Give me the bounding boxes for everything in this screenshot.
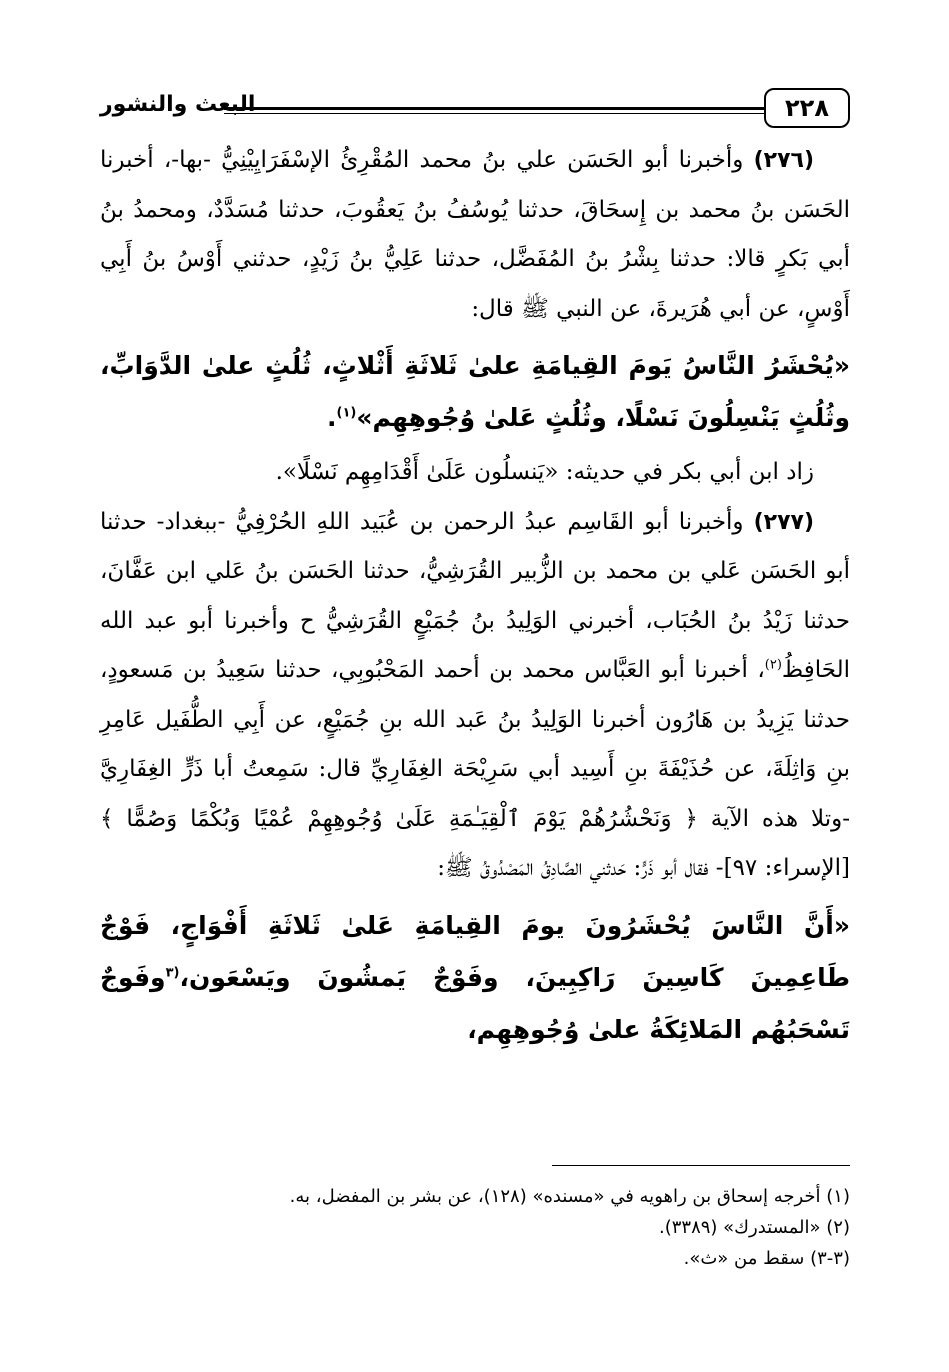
footnote-separator xyxy=(552,1165,850,1166)
main-text xyxy=(100,136,850,1060)
footnote-ref-2: (٢) xyxy=(764,657,782,673)
hadith-276-addition: زاد ابن أبي بكر في حديثه: «يَنسلُون عَلَىٰ أَقْدَامِهِم نَسْلًا». xyxy=(275,459,814,485)
page-number: ٢٢٨ xyxy=(764,88,850,128)
matn-text: «أَنَّ النَّاسَ يُحْشَرُونَ يومَ القِيامَةِ عَلىٰ ثَلاثَةِ أَفْوَاجٍ، فَوْجٌ طَاعِمِينَ كَاسِينَ رَاكِبِينَ، وفَوْجٌ يَمشُونَ ويَسْعَون، xyxy=(100,910,850,992)
footnotes xyxy=(100,1181,850,1274)
header-rule-thin xyxy=(224,113,766,114)
isnad-text: وأخبرنا أبو الحَسَن علي بنُ محمد المُقْرِئُ الإسْفَرَايِيْنِيُّ -بها-، أخبرنا الحَسَن بنُ محمد بن إِسحَاقَ، حدثنا يُوسُفُ بنُ يَعقُوبَ، حدثنا مُسَدَّدٌ، ومحمدُ بنُ أبي بَكرٍ قالا: حدثنا بِشْرُ بنُ المُفَضَّل، حدثنا عَلِيُّ بنُ زَيْدٍ، حدثني أَوْسُ بنُ أَبِي أَوْسٍ، عن أبي هُرَيرةَ، عن النبي ﷺ قال: xyxy=(100,147,850,322)
isnad-text-b: ، أخبرنا أبو العَبَّاس محمد بن أحمد المَحْبُوبِي، حدثنا سَعِيدُ بن مَسعودٍ، حدثنا يَزِيدُ بن هَارُون أخبرنا الوَلِيدُ بنُ عَبد الله بنِ جُمَيْعٍ، عن أَبِي الطُّفَيل عَامِرِ بنِ وَاثِلَةَ، عن حُذَيْفَةَ بنِ أَسِيد أبي سَرِيْحَة الغِفَارِيِّ قال: سَمِعتُ أبا ذَرٍّ الغِفَارِيَّ -وتلا هذه الآية ﴿ وَنَحْشُرُهُمْ يَوْمَ ٱلْقِيَـٰمَةِ عَلَىٰ وُجُوهِهِمْ عُمْيًا وَبُكْمًا وَصُمًّا ﴾ [الإسراء: ٩٧]- فقال أبو ذَرٍّ: حَدثني الصَّادِقُ المَصْدُوقُ ﷺ: xyxy=(100,657,850,881)
isnad-text-a: وأخبرنا أبو القَاسِم عبدُ الرحمن بن عُبَيد اللهِ الحُرْفِيُّ -ببغداد- حدثنا أبو الحَسَن عَلي بن محمد بن الزُّبير القُرَشِيُّ، حدثنا الحَسَن بنُ عَلي ابن عَفَّانَ، حدثنا زَيْدُ بنُ الحُبَاب، أخبرني الوَلِيدُ بنُ جُمَيْعٍ القُرَشِيُّ ح وأخبرنا أبو عبد الله الحَافِظُ xyxy=(100,508,850,683)
running-title: البعث والنشور xyxy=(100,92,256,117)
hadith-277-matn xyxy=(100,900,850,1056)
matn-end: . xyxy=(326,403,337,432)
footnote-1: (١) أخرجه إسحاق بن راهويه في «مسنده» (١٢٨)، عن بشر بن المفضل، به. xyxy=(289,1186,850,1207)
hadith-number: (٢٧٧) xyxy=(753,509,814,535)
footnote-ref-3: (٣ xyxy=(165,965,180,981)
book-page xyxy=(100,78,850,1318)
hadith-277-chain xyxy=(100,498,850,894)
matn-text-b: وفَوجٌ تَسْحَبُهُم المَلائِكَةُ علىٰ وُجُوهِهِم، xyxy=(100,962,850,1044)
hadith-number: (٢٧٦) xyxy=(753,148,814,173)
footnote-3: (٣-٣) سقط من «ث». xyxy=(683,1248,850,1269)
header-rule xyxy=(224,107,766,110)
hadith-276-chain xyxy=(100,136,850,334)
footnote-2: (٢) «المستدرك» (٣٣٨٩). xyxy=(659,1217,850,1238)
page-header xyxy=(100,78,850,138)
matn-text: «يُحْشَرُ النَّاسُ يَومَ القِيامَةِ علىٰ ثَلاثَةِ أَثْلاثٍ، ثُلُثٍ علىٰ الدَّوَابِّ، وثُلُثٍ يَنْسِلُونَ نَسْلًا، وثُلُثٍ عَلىٰ وُجُوهِهِم» xyxy=(100,351,850,432)
hadith-276-matn xyxy=(100,340,850,444)
footnote-ref-1: (١) xyxy=(336,405,357,421)
